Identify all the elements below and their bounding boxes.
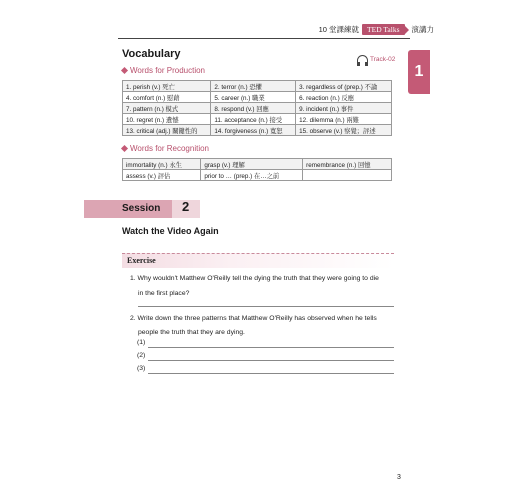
exercise-banner	[122, 253, 394, 268]
question-2-line-1: 2. Write down the three patterns that Matthew O'Reilly has observed when he tells	[130, 315, 377, 322]
table-cell: prior to … (prep.) 在…之前	[201, 170, 303, 181]
chapter-tab: 1	[408, 50, 430, 94]
table-cell: immortality (n.) 永生	[123, 159, 201, 170]
table-row	[123, 92, 392, 103]
table-cell: 11. acceptance (n.) 接受	[211, 114, 296, 125]
answer-line-1[interactable]	[148, 347, 394, 348]
answer-line-3[interactable]	[148, 373, 394, 374]
table-cell: 6. reaction (n.) 反應	[296, 92, 392, 103]
table-row	[123, 114, 392, 125]
table-cell: 5. career (n.) 職業	[211, 92, 296, 103]
table-cell: 1. perish (v.) 死亡	[123, 81, 211, 92]
header-tag: TED Talks	[362, 24, 404, 35]
header-divider	[118, 38, 410, 39]
recognition-heading	[122, 144, 209, 153]
table-cell: 2. terror (n.) 恐懼	[211, 81, 296, 92]
answer-line-2[interactable]	[148, 360, 394, 361]
exercise-label: Exercise	[127, 256, 156, 265]
recognition-heading-text: Words for Recognition	[130, 144, 209, 153]
table-cell: 12. dilemma (n.) 兩難	[296, 114, 392, 125]
production-heading-text: Words for Production	[130, 66, 205, 75]
section-title: Watch the Video Again	[122, 226, 219, 236]
table-cell: 3. regardless of (prep.) 不論	[296, 81, 392, 92]
sub-item-3: (3)	[137, 365, 146, 372]
header-prefix: 10 堂課練就	[318, 25, 360, 34]
table-row	[123, 103, 392, 114]
running-header	[319, 24, 434, 35]
table-cell: assess (v.) 評估	[123, 170, 201, 181]
table-cell: 4. comfort (n.) 慰藉	[123, 92, 211, 103]
diamond-bullet-icon	[121, 145, 128, 152]
table-cell: 7. pattern (n.) 模式	[123, 103, 211, 114]
headphones-icon	[357, 55, 368, 64]
sub-item-2: (2)	[137, 352, 146, 359]
table-cell	[303, 170, 392, 181]
table-row	[123, 170, 392, 181]
table-row	[123, 81, 392, 92]
table-row	[123, 159, 392, 170]
diamond-bullet-icon	[121, 67, 128, 74]
track-label: Track-02	[370, 56, 396, 63]
recognition-table	[122, 158, 392, 181]
vocabulary-title: Vocabulary	[122, 48, 181, 60]
question-1-line-2: in the first place?	[138, 290, 190, 297]
table-cell: 10. regret (n.) 遺憾	[123, 114, 211, 125]
session-number: 2	[182, 199, 190, 214]
table-cell: 14. forgiveness (n.) 寬恕	[211, 125, 296, 136]
table-cell: 15. observe (v.) 察覺；評述	[296, 125, 392, 136]
header-suffix: 演講力	[411, 25, 434, 34]
table-row	[123, 125, 392, 136]
answer-line-q1[interactable]	[138, 306, 394, 307]
table-cell: 9. incident (n.) 事件	[296, 103, 392, 114]
table-cell: remembrance (n.) 回憶	[303, 159, 392, 170]
audio-track[interactable]	[357, 55, 395, 64]
sub-item-1: (1)	[137, 339, 146, 346]
question-1-line-1: 1. Why wouldn't Matthew O'Reilly tell the dying the truth that they were going to die	[130, 275, 379, 282]
question-2-line-2: people the truth that they are dying.	[138, 329, 245, 336]
table-cell: 8. respond (v.) 回應	[211, 103, 296, 114]
page-number: 3	[397, 474, 401, 481]
session-label: Session	[122, 203, 161, 214]
table-cell: 13. critical (adj.) 關鍵性的	[123, 125, 211, 136]
table-cell: grasp (v.) 理解	[201, 159, 303, 170]
production-table	[122, 80, 392, 136]
header-arrow-icon	[405, 26, 409, 34]
production-heading	[122, 66, 205, 75]
